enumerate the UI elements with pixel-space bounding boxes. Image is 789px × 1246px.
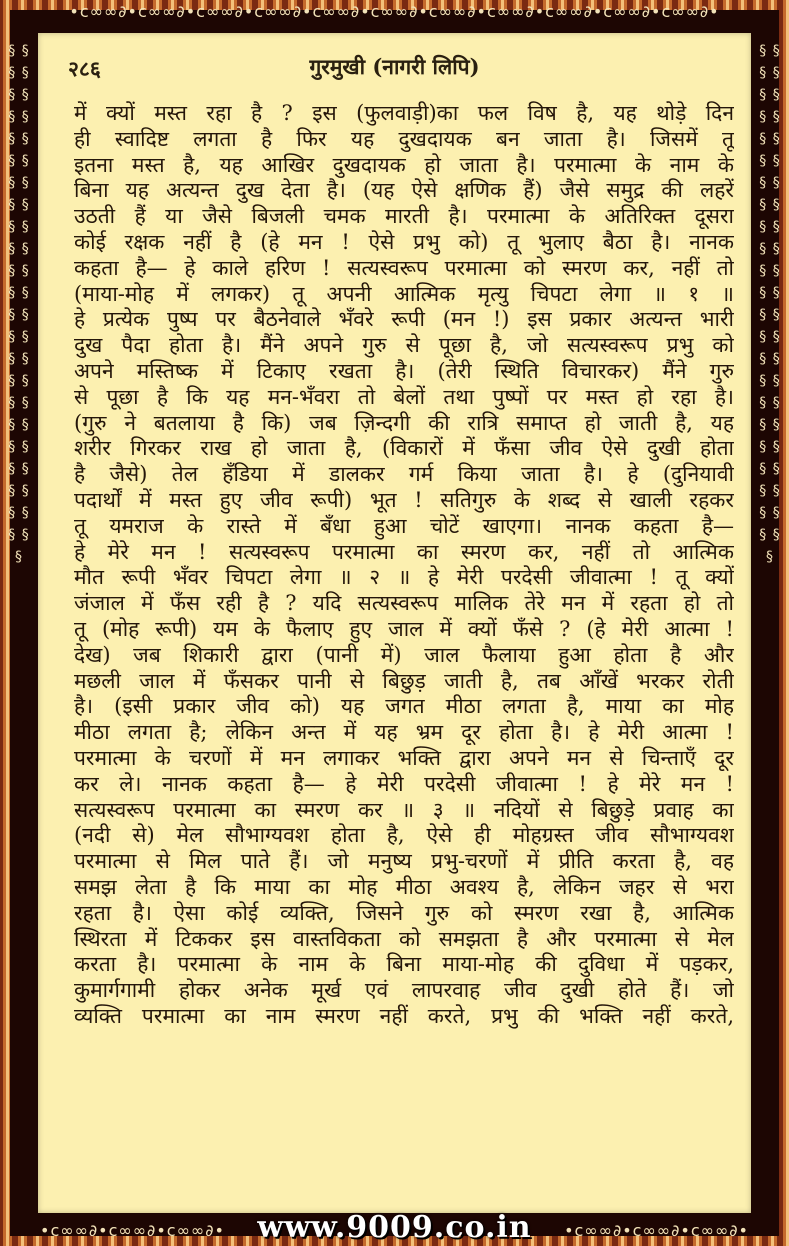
text-line: व्यक्ति परमात्मा का नाम स्मरण नहीं करते, प्रभु की भक्ति नहीं करते,: [74, 1003, 734, 1028]
text-line: शरीर गिरकर राख हो जाता है, (विकारों में फँसा जीव ऐसे दुखी होता: [74, 436, 734, 461]
text-line: (नदी से) मेल सौभाग्यवश होता है, ऐसे ही मोहग्रस्त जीव सौभाग्यवश: [74, 823, 734, 848]
text-line: कोई रक्षक नहीं है (हे मन ! ऐसे प्रभु को) तू भुलाए बैठा है। नानक: [74, 229, 734, 254]
text-line: (माया-मोह में लगकर) तू अपनी आत्मिक मृत्यु चिपटा लेगा ॥ १ ॥: [74, 281, 734, 306]
text-line: मीठा लगता है; लेकिन अन्त में यह भ्रम दूर होता है। हे मेरी आत्मा !: [74, 720, 734, 745]
ornament-bottom-left: •c∞∞∂•c∞∞∂•c∞∞∂•: [40, 1221, 225, 1240]
text-line: इतना मस्त है, यह आखिर दुखदायक हो जाता है। परमात्मा के नाम के: [74, 152, 734, 177]
text-line: अपने मस्तिष्क में टिकाए रखता है। (तेरी स्थिति विचारकर) मैंने गुरु: [74, 358, 734, 383]
text-line: पदार्थों में मस्त हुए जीव रूपी) भूत ! सतिगुरु के शब्द से खाली रहकर: [74, 487, 734, 512]
ornament-left: § § § § § § § § § § § § § § § § § § § § § § § § § § § § § § § § § § § § § § § § § § § § § § §: [8, 43, 30, 565]
text-line: मौत रूपी भँवर चिपटा लेगा ॥ २ ॥ हे मेरी परदेसी जीवात्मा ! तू क्यों: [74, 565, 734, 590]
text-line: कहता है— हे काले हरिण ! सत्यस्वरूप परमात्मा को स्मरण कर, नहीं तो: [74, 255, 734, 280]
website-url[interactable]: www.9009.co.in: [257, 1209, 532, 1245]
footer-bar: [0, 1209, 789, 1245]
text-line: दुख पैदा होता है। मैंने अपने गुरु से पूछा है, जो सत्यस्वरूप प्रभु को: [74, 333, 734, 358]
text-line: कुमार्गगामी होकर अनेक मूर्ख एवं लापरवाह जीव दुखी होते हैं। जो: [74, 978, 734, 1003]
text-line: कर ले। नानक कहता है— हे मेरी परदेसी जीवात्मा ! हे मेरे मन !: [74, 771, 734, 796]
text-line: तू (मोह रूपी) यम के फैलाए हुए जाल में क्यों फँसे ? (हे मेरी आत्मा !: [74, 616, 734, 641]
page-body-text: [74, 101, 734, 1030]
text-line: है। (इसी प्रकार जीव को) यह जगत मीठा लगता है, माया का मोह: [74, 694, 734, 719]
text-line: समझ लेता है कि माया का मोह मीठा अवश्य है, लेकिन जहर से भरा: [74, 874, 734, 899]
text-line: (गुरु ने बतलाया है कि) जब ज़िन्दगी की रात्रि समाप्त हो जाती है, यह: [74, 410, 734, 435]
text-line: रहता है। ऐसा कोई व्यक्ति, जिसने गुरु को स्मरण रखा है, आत्मिक: [74, 900, 734, 925]
text-line: ही स्वादिष्ट लगता है फिर यह दुखदायक बन जाता है। जिसमें तू: [74, 126, 734, 151]
text-line: बिना यह अत्यन्त दुख देता है। (यह ऐसे क्षणिक हैं) जैसे समुद्र की लहरें: [74, 178, 734, 203]
page-title: गुरमुखी (नागरी लिपि): [309, 54, 480, 79]
text-line: उठती हैं या जैसे बिजली चमक मारती है। परमात्मा के अतिरिक्त दूसरा: [74, 204, 734, 229]
text-line: देख) जब शिकारी द्वारा (पानी में) जाल फैलाया हुआ होता है और: [74, 642, 734, 667]
text-line: है जैसे) तेल हँडिया में डालकर गर्म किया जाता है। हे (दुनियावी: [74, 462, 734, 487]
text-line: से पूछा है कि यह मन-भँवरा तो बेलों तथा पुष्पों पर मस्त हो रहा है।: [74, 384, 734, 409]
text-line: जंजाल में फँस रही है ? यदि सत्यस्वरूप मालिक तेरे मन में रहता हो तो: [74, 591, 734, 616]
text-line: मछली जाल में फँसकर पानी से बिछुड़ जाती है, तब आँखें भरकर रोती: [74, 668, 734, 693]
book-page: [38, 33, 751, 1213]
text-line: सत्यस्वरूप परमात्मा का स्मरण कर ॥ ३ ॥ नदियों से बिछुड़े प्रवाह का: [74, 797, 734, 822]
text-line: परमात्मा से मिल पाते हैं। जो मनुष्य प्रभु-चरणों में प्रीति करता है, वह: [74, 849, 734, 874]
ornament-right: § § § § § § § § § § § § § § § § § § § § § § § § § § § § § § § § § § § § § § § § § § § § § § §: [759, 43, 781, 565]
ornament-top: •c∞∞∂•c∞∞∂•c∞∞∂•c∞∞∂•c∞∞∂•c∞∞∂•c∞∞∂•c∞∞∂•c∞∞∂•c∞∞∂•c∞∞∂•: [69, 2, 720, 21]
text-line: करता है। परमात्मा के नाम के बिना माया-मोह की दुविधा में पड़कर,: [74, 952, 734, 977]
text-line: तू यमराज के रास्ते में बँधा हुआ चोटें खाएगा। नानक कहता है—: [74, 513, 734, 538]
text-line: में क्यों मस्त रहा है ? इस (फुलवाड़ी)का फल विष है, यह थोड़े दिन: [74, 101, 734, 125]
text-line: स्थिरता में टिककर इस वास्तविकता को समझता है और परमात्मा से मेल: [74, 926, 734, 951]
text-line: हे मेरे मन ! सत्यस्वरूप परमात्मा का स्मरण कर, नहीं तो आत्मिक: [74, 539, 734, 564]
text-line: परमात्मा के चरणों में मन लगाकर भक्ति द्वारा अपने मन से चिन्ताएँ दूर: [74, 745, 734, 770]
ornament-bottom-right: •c∞∞∂•c∞∞∂•c∞∞∂•: [564, 1221, 749, 1240]
text-line: हे प्रत्येक पुष्प पर बैठनेवाले भँवरे रूपी (मन !) इस प्रकार अत्यन्त भारी: [74, 307, 734, 332]
page-number: २८६: [68, 56, 101, 81]
